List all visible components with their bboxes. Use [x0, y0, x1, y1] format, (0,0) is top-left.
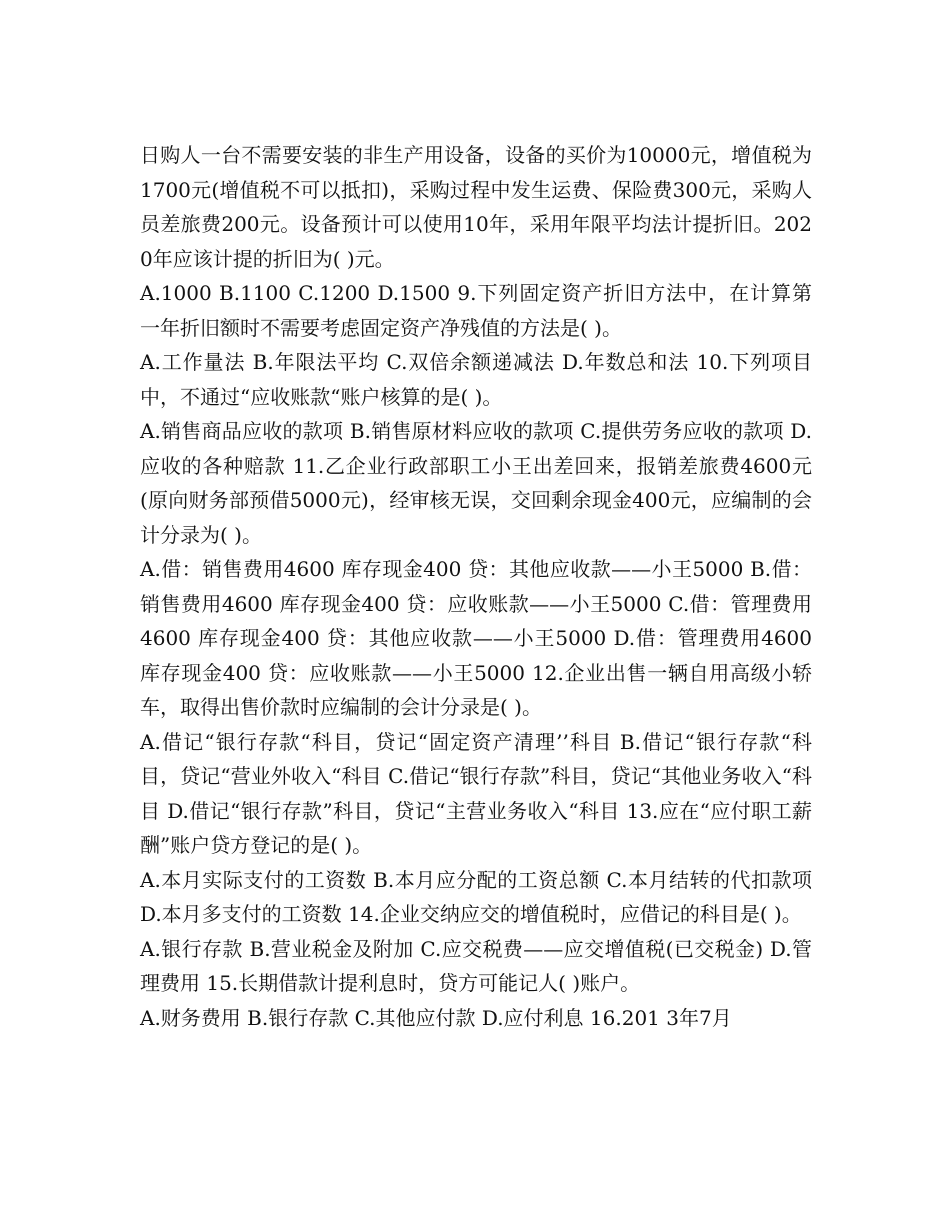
paragraph-question-8-stem: 日购人一台不需要安装的非生产用设备，设备的买价为10000元，增值税为1700元(增值税不可以抵扣)，采购过程中发生运费、保险费300元，采购人员差旅费200元。设备预计可以使用10年，采用年限平均法计提折旧。2020年应该计提的折旧为( )元。 [140, 143, 812, 271]
paragraph-question-11: A.销售商品应收的款项 B.销售原材料应收的款项 C.提供劳务应收的款项 D.应收的各种赔款 11.乙企业行政部职工小王出差回来，报销差旅费4600元(原向财务部预借5000元)，经审核无误，交回剩余现金400元，应编制的会计分录为( )。 [140, 419, 812, 547]
paragraph-question-9: A.1000 B.1100 C.1200 D.1500 9.下列固定资产折旧方法中，在计算第一年折旧额时不需要考虑固定资产净残值的方法是( )。 [140, 281, 812, 340]
paragraph-question-15: A.银行存款 B.营业税金及附加 C.应交税费——应交增值税(已交税金) D.管理费用 15.长期借款计提利息时，贷方可能记人( )账户。 [140, 936, 812, 995]
paragraph-question-16: A.财务费用 B.银行存款 C.其他应付款 D.应付利息 16.201 3年7月 [140, 1005, 732, 1030]
paragraph-question-12: A.借：销售费用4600 库存现金400 贷：其他应收款——小王5000 B.借：销售费用4600 库存现金400 贷：应收账款——小王5000 C.借：管理费用4600 库存现金400 贷：其他应收款——小王5000 D.借：管理费用4600 库存现金400 贷：应收账款——小王5000 12.企业出售一辆自用高级小轿车，取得出售价款时应编制的会计分录是( )。 [140, 557, 812, 719]
paragraph-question-13: A.借记“银行存款“科目，贷记“固定资产清理’’科目 B.借记“银行存款“科目，贷记“营业外收入“科目 C.借记“银行存款”科目，贷记“其他业务收入“科目 D.借记“银行存款”科目，贷记“主营业务收入“科目 13.应在“应付职工薪酬”账户贷方登记的是( )。 [140, 729, 812, 857]
document-body [140, 138, 812, 1035]
paragraph-question-10: A.工作量法 B.年限法平均 C.双倍余额递减法 D.年数总和法 10.下列项目中，不通过“应收账款“账户核算的是( )。 [140, 350, 812, 409]
paragraph-question-14: A.本月实际支付的工资数 B.本月应分配的工资总额 C.本月结转的代扣款项 D.本月多支付的工资数 14.企业交纳应交的增值税时，应借记的科目是( )。 [140, 867, 812, 926]
